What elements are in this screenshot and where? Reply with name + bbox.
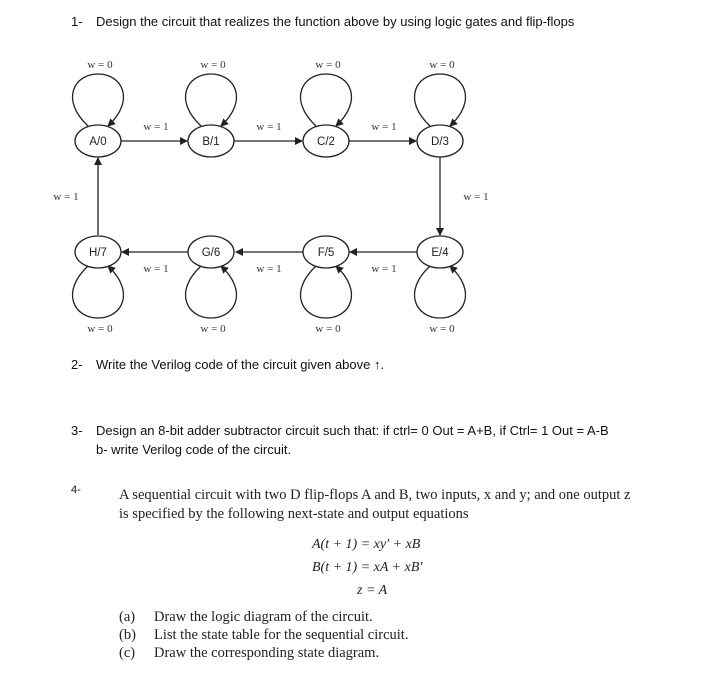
q2-number: 2- [71,357,83,372]
state-G [188,236,234,268]
q1-number: 1- [71,14,83,29]
state-G-label: G/6 [201,247,221,259]
state-B [188,125,234,157]
loop-H [73,266,124,318]
state-D-label: D/3 [431,136,449,148]
label-loop-D: w = 0 [429,59,455,71]
state-F-label: F/5 [317,247,335,259]
state-H-label: H/7 [89,247,107,259]
label-edge-B-C: w = 1 [256,121,282,133]
loop-E [415,266,466,318]
loop-C [301,74,352,126]
q3-line1: Design an 8-bit adder subtractor circuit such that: if ctrl= 0 Out = A+B, if Ctrl= 1 Out = A-B [96,423,609,438]
state-B-label: B/1 [202,136,220,148]
q4-equation-b: B(t + 1) = xA + xB′ [312,560,423,575]
label-edge-F-G: w = 1 [256,263,282,275]
state-E-label: E/4 [431,247,449,259]
q4-number: 4- [71,484,81,496]
label-loop-G: w = 0 [200,323,226,335]
q4-part-b-text: List the state table for the sequential circuit. [154,627,409,643]
label-loop-A: w = 0 [87,59,113,71]
label-edge-C-D: w = 1 [371,121,397,133]
q4-part-c-text: Draw the corresponding state diagram. [154,645,380,661]
loop-B [186,74,237,126]
state-D [417,125,463,157]
state-F [303,236,349,268]
loop-G [186,266,237,318]
q1-text: Design the circuit that realizes the function above by using logic gates and flip-flops [96,14,575,29]
q4-line1: A sequential circuit with two D flip-flops A and B, two inputs, x and y; and one output z [119,487,631,503]
state-A [75,125,121,157]
label-loop-H: w = 0 [87,323,113,335]
q3-number: 3- [71,423,83,438]
label-loop-B: w = 0 [200,59,226,71]
loop-A [73,74,124,126]
state-H [75,236,121,268]
q4-equation-a: A(t + 1) = xy′ + xB [312,537,421,552]
label-edge-G-H: w = 1 [143,263,169,275]
label-edge-A-B: w = 1 [143,121,169,133]
q4-part-a-tag: (a) [119,609,136,625]
state-E [417,236,463,268]
q4-part-a-text: Draw the logic diagram of the circuit. [154,609,373,625]
label-loop-C: w = 0 [315,59,341,71]
label-edge-H-A: w = 1 [53,191,79,203]
q4-equation-z: z = A [357,583,388,598]
label-edge-E-F: w = 1 [371,263,397,275]
state-C-label: C/2 [317,136,335,148]
label-edge-D-E: w = 1 [463,191,489,203]
state-A-label: A/0 [89,136,107,148]
label-loop-E: w = 0 [429,323,455,335]
label-loop-F: w = 0 [315,323,341,335]
loop-D [415,74,466,126]
q4-line2: is specified by the following next-state and output equations [119,506,469,522]
q4-part-c-tag: (c) [119,645,136,661]
q4-part-b-tag: (b) [119,627,136,643]
loop-F [301,266,352,318]
q3-line2: b- write Verilog code of the circuit. [96,442,292,457]
state-C [303,125,349,157]
q2-text: Write the Verilog code of the circuit given above ↑. [96,357,385,372]
